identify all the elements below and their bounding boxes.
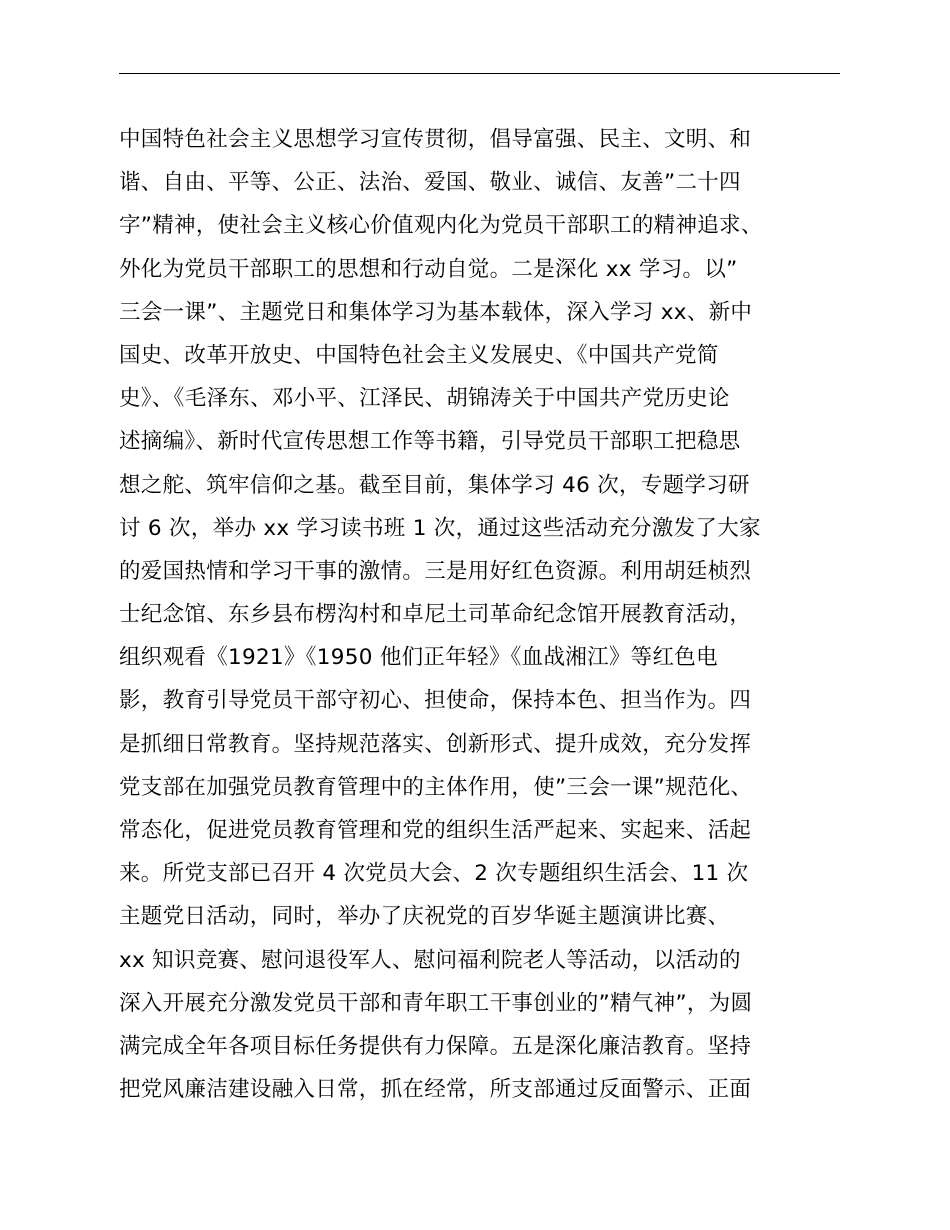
text-line: 的爱国热情和学习干事的激情。三是用好红色资源。利用胡廷桢烈 (119, 558, 752, 584)
text-line: 常态化，促进党员教育管理和党的组织生活严起来、实起来、活起 (119, 818, 752, 843)
text-line: 组织观看《1921》《1950 他们正年轻》《血战湘江》等红色电 (119, 645, 718, 671)
text-line: 字”精神，使社会主义核心价值观内化为党员干部职工的精神追求、 (119, 213, 763, 239)
text-line: 满完成全年各项目标任务提供有力保障。五是深化廉洁教育。坚持 (119, 1033, 752, 1059)
text-line: 党支部在加强党员教育管理中的主体作用，使”三会一课”规范化、 (119, 774, 753, 800)
body-paragraph (119, 118, 879, 1111)
text-line: xx 知识竞赛、慰问退役军人、慰问福利院老人等活动，以活动的 (119, 947, 741, 973)
text-line: 是抓细日常教育。坚持规范落实、创新形式、提升成效，充分发挥 (119, 731, 752, 757)
text-line: 外化为党员干部职工的思想和行动自觉。二是深化 xx 学习。以” (119, 256, 738, 282)
text-line: 中国特色社会主义思想学习宣传贯彻，倡导富强、民主、文明、和 (119, 127, 752, 152)
header-rule (119, 73, 840, 74)
text-line: 三会一课”、主题党日和集体学习为基本载体，深入学习 xx、新中 (119, 299, 753, 325)
text-line: 把党风廉洁建设融入日常，抓在经常，所支部通过反面警示、正面 (119, 1077, 752, 1103)
text-line: 深入开展充分激发党员干部和青年职工干事创业的”精气神”，为圆 (119, 990, 753, 1016)
text-line: 士纪念馆、东乡县布楞沟村和卓尼土司革命纪念馆开展教育活动， (119, 602, 752, 628)
text-line: 影，教育引导党员干部守初心、担使命，保持本色、担当作为。四 (119, 688, 752, 714)
text-line: 来。所党支部已召开 4 次党员大会、2 次专题组织生活会、11 次 (119, 861, 749, 887)
text-line: 述摘编》、新时代宣传思想工作等书籍，引导党员干部职工把稳思 (119, 429, 741, 455)
text-line: 想之舵、筑牢信仰之基。截至目前，集体学习 46 次，专题学习研 (119, 472, 750, 498)
text-line: 主题党日活动，同时，举办了庆祝党的百岁华诞主题演讲比赛、 (119, 904, 730, 930)
text-line: 讨 6 次，举办 xx 学习读书班 1 次，通过这些活动充分激发了大家 (119, 515, 761, 541)
text-line: 国史、改革开放史、中国特色社会主义发展史、《中国共产党简 (119, 342, 719, 368)
text-line: 史》、《毛泽东、邓小平、江泽民、胡锦涛关于中国共产党历史论 (119, 386, 730, 412)
text-line: 谐、自由、平等、公正、法治、爱国、敬业、诚信、友善”二十四 (119, 170, 741, 196)
